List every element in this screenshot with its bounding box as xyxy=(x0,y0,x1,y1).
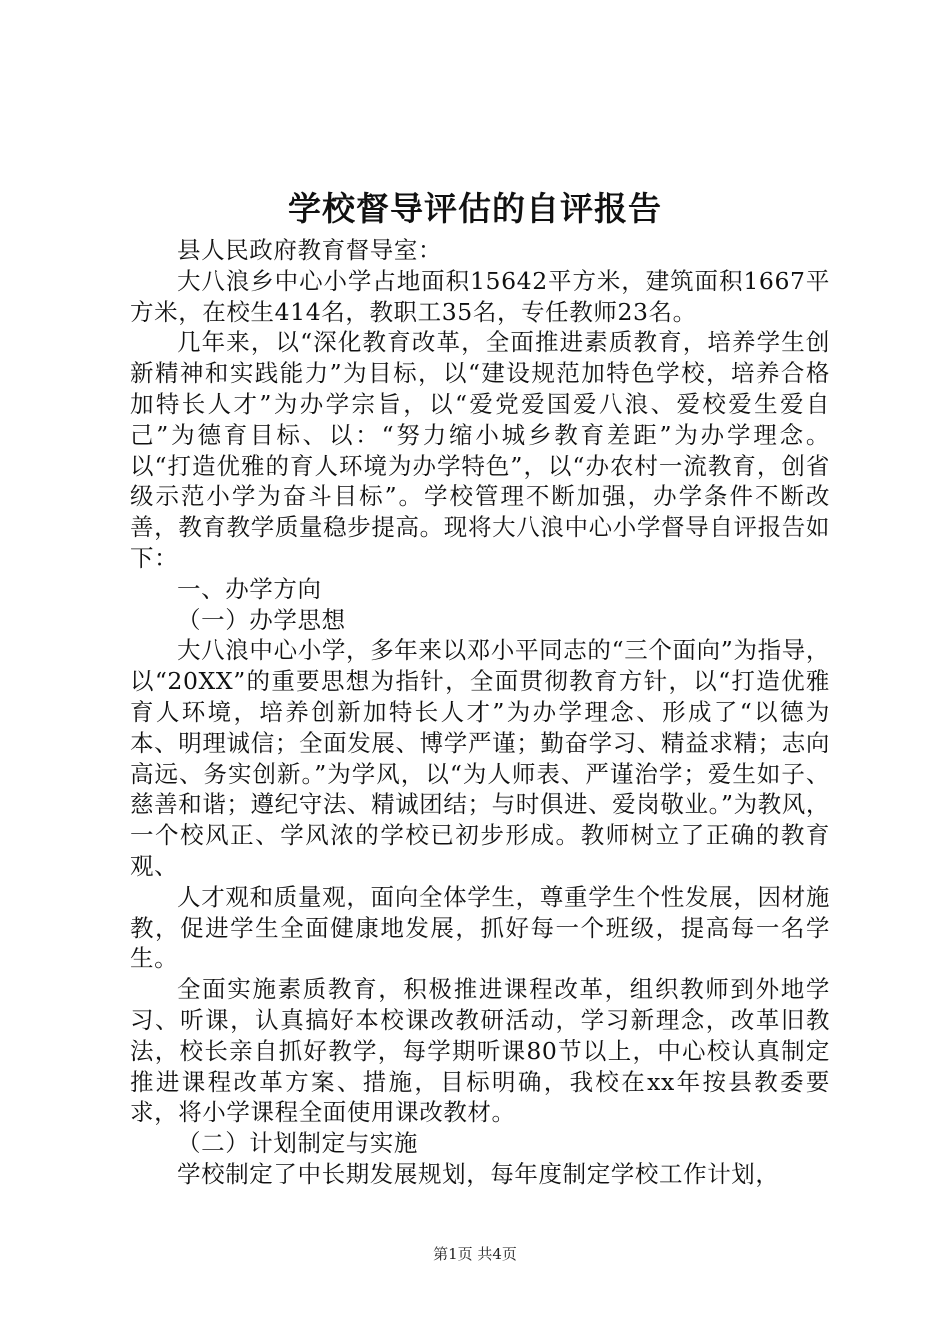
document-title: 学校督导评估的自评报告 xyxy=(288,189,662,228)
paragraph-talent-view: 人才观和质量观，面向全体学生，尊重学生个性发展，因材施教，促进学生全面健康地发展，抓好每一个班级，提高每一名学生。 xyxy=(130,882,830,973)
paragraph-quality-education: 全面实施素质教育，积极推进课程改革，组织教师到外地学习、听课，认真搞好本校课改教研活动，学习新理念，改革旧教法，校长亲自抓好教学，每学期听课80节以上，中心校认真制定推进课程改革方案、措施，目标明确，我校在xx年按县教委要求，将小学课程全面使用课改教材。 xyxy=(130,975,830,1127)
subsection-heading-philosophy: （一）办学思想 xyxy=(177,605,346,634)
page-footer: 第1页 共4页 xyxy=(433,1245,517,1263)
paragraph-planning: 学校制定了中长期发展规划，每年度制定学校工作计划， xyxy=(177,1159,780,1188)
section-heading-direction: 一、办学方向 xyxy=(177,574,322,603)
document-body xyxy=(130,235,830,1190)
paragraph-philosophy: 大八浪中心小学，多年来以邓小平同志的“三个面向”为指导，以“20XX”的重要思想为指针，全面贯彻教育方针，以“打造优雅育人环境，培养创新加特长人才”为办学理念、形成了“以德为本、明理诚信；全面发展、博学严谨；勤奋学习、精益求精；志向高远、务实创新。”为学风，以“为人师表、严谨治学；爱生如子、慈善和谐；遵纪守法、精诚团结；与时俱进、爱岗敬业。”为教风，一个校风正、学风浓的学校已初步形成。教师树立了正确的教育观、 xyxy=(130,636,830,880)
subsection-heading-planning: （二）计划制定与实施 xyxy=(177,1129,418,1158)
paragraph-school-overview: 大八浪乡中心小学占地面积15642平方米，建筑面积1667平方米，在校生414名，教职工35名，专任教师23名。 xyxy=(130,266,830,326)
salutation: 县人民政府教育督导室： xyxy=(177,236,443,264)
paragraph-goals: 几年来，以“深化教育改革，全面推进素质教育，培养学生创新精神和实践能力”为目标，以“建设规范加特色学校，培养合格加特长人才”为办学宗旨，以“爱党爱国爱八浪、爱校爱生爱自己”为德育目标、以：“努力缩小城乡教育差距”为办学理念。以“打造优雅的育人环境为办学特色”，以“办农村一流教育，创省级示范小学为奋斗目标”。学校管理不断加强，办学条件不断改善，教育教学质量稳步提高。现将大八浪中心小学督导自评报告如下： xyxy=(130,328,830,572)
